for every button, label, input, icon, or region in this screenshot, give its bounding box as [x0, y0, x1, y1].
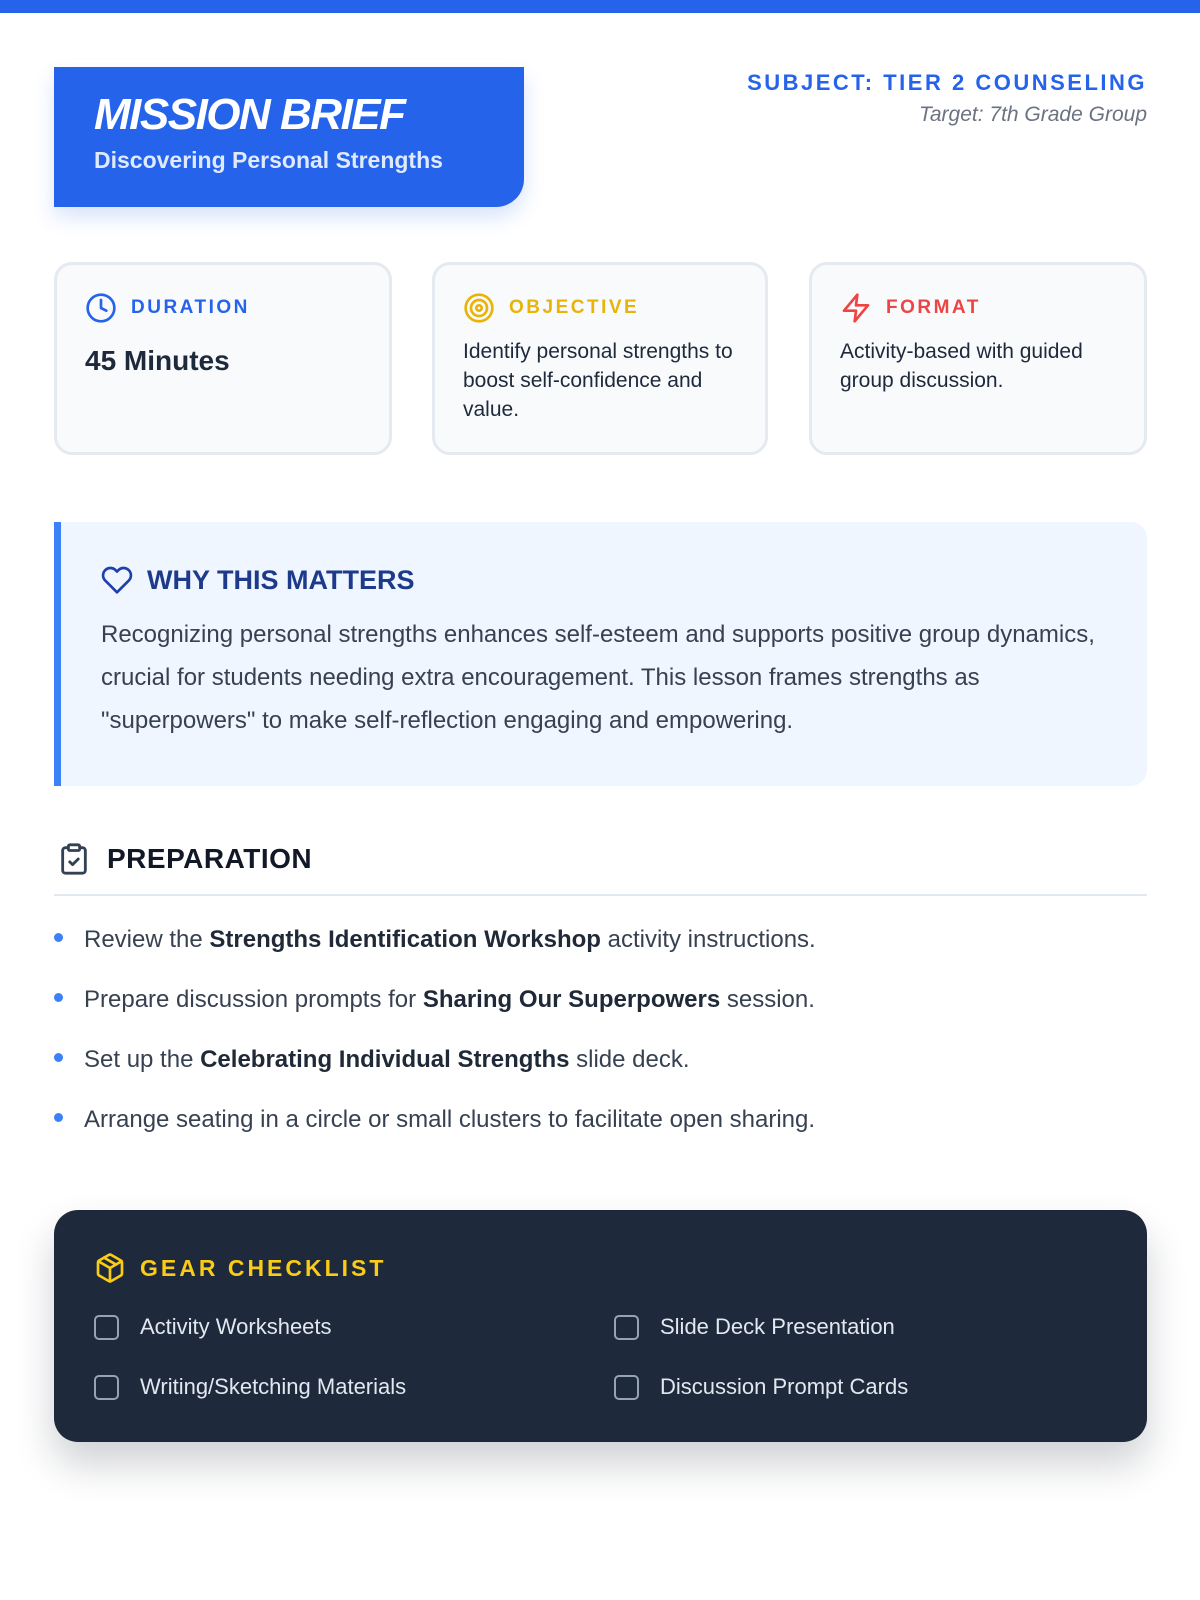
format-text: Activity-based with guided group discussion.	[840, 340, 1083, 392]
why-text: Recognizing personal strengths enhances self-esteem and supports positive group dynamics, crucial for students needing extra encouragement. This lesson frames strengths as "superpowers" to make self-reflection engaging and empowering.	[101, 621, 1095, 734]
checklist-label: Writing/Sketching Materials	[140, 1374, 407, 1399]
checklist-label: Activity Worksheets	[140, 1314, 332, 1339]
checklist-label: Discussion Prompt Cards	[660, 1374, 909, 1399]
duration-label: DURATION	[131, 297, 250, 318]
subject-label: SUBJECT: TIER 2 COUNSELING	[747, 70, 1147, 95]
checklist-item-prompt-cards[interactable]	[614, 1368, 1094, 1406]
why-this-matters-panel	[54, 522, 1147, 786]
duration-card	[54, 262, 392, 455]
preparation-header	[54, 838, 1147, 896]
checklist-item-activity-worksheets[interactable]	[94, 1308, 614, 1346]
checklist-item-writing-materials[interactable]	[94, 1368, 614, 1406]
checkbox[interactable]	[94, 1375, 119, 1400]
objective-label: OBJECTIVE	[509, 297, 640, 318]
checkbox[interactable]	[94, 1315, 119, 1340]
top-accent-bar	[0, 0, 1200, 13]
list-item: Prepare discussion prompts for Sharing Our Superpowers session.	[54, 978, 1147, 1038]
page-subtitle: Discovering Personal Strengths	[94, 147, 443, 173]
duration-value: 45 Minutes	[85, 345, 230, 376]
gear-title: GEAR CHECKLIST	[140, 1254, 387, 1281]
preparation-list	[54, 918, 1147, 1158]
page-title: MISSION BRIEF	[94, 90, 405, 139]
objective-card	[432, 262, 768, 455]
gear-checklist-panel	[54, 1210, 1147, 1442]
checklist-label: Slide Deck Presentation	[660, 1314, 895, 1339]
checkbox[interactable]	[614, 1315, 639, 1340]
checklist-item-slide-deck[interactable]	[614, 1308, 1094, 1346]
checkbox[interactable]	[614, 1375, 639, 1400]
format-card	[809, 262, 1147, 455]
objective-text: Identify personal strengths to boost self-confidence and value.	[463, 340, 733, 421]
clipboard-check-icon	[57, 840, 91, 878]
heart-icon	[101, 564, 133, 596]
target-icon	[463, 292, 495, 324]
format-label: FORMAT	[886, 297, 981, 318]
lightning-icon	[840, 292, 872, 324]
list-item: Arrange seating in a circle or small clusters to facilitate open sharing.	[54, 1098, 1147, 1158]
package-icon	[94, 1252, 126, 1284]
target-label: Target: 7th Grade Group	[918, 103, 1147, 126]
clock-icon	[85, 292, 117, 324]
preparation-title: PREPARATION	[107, 843, 313, 874]
mission-brief-header	[54, 67, 524, 207]
list-item: Review the Strengths Identification Workshop activity instructions.	[54, 918, 1147, 978]
list-item: Set up the Celebrating Individual Strengths slide deck.	[54, 1038, 1147, 1098]
why-title: WHY THIS MATTERS	[147, 564, 415, 595]
